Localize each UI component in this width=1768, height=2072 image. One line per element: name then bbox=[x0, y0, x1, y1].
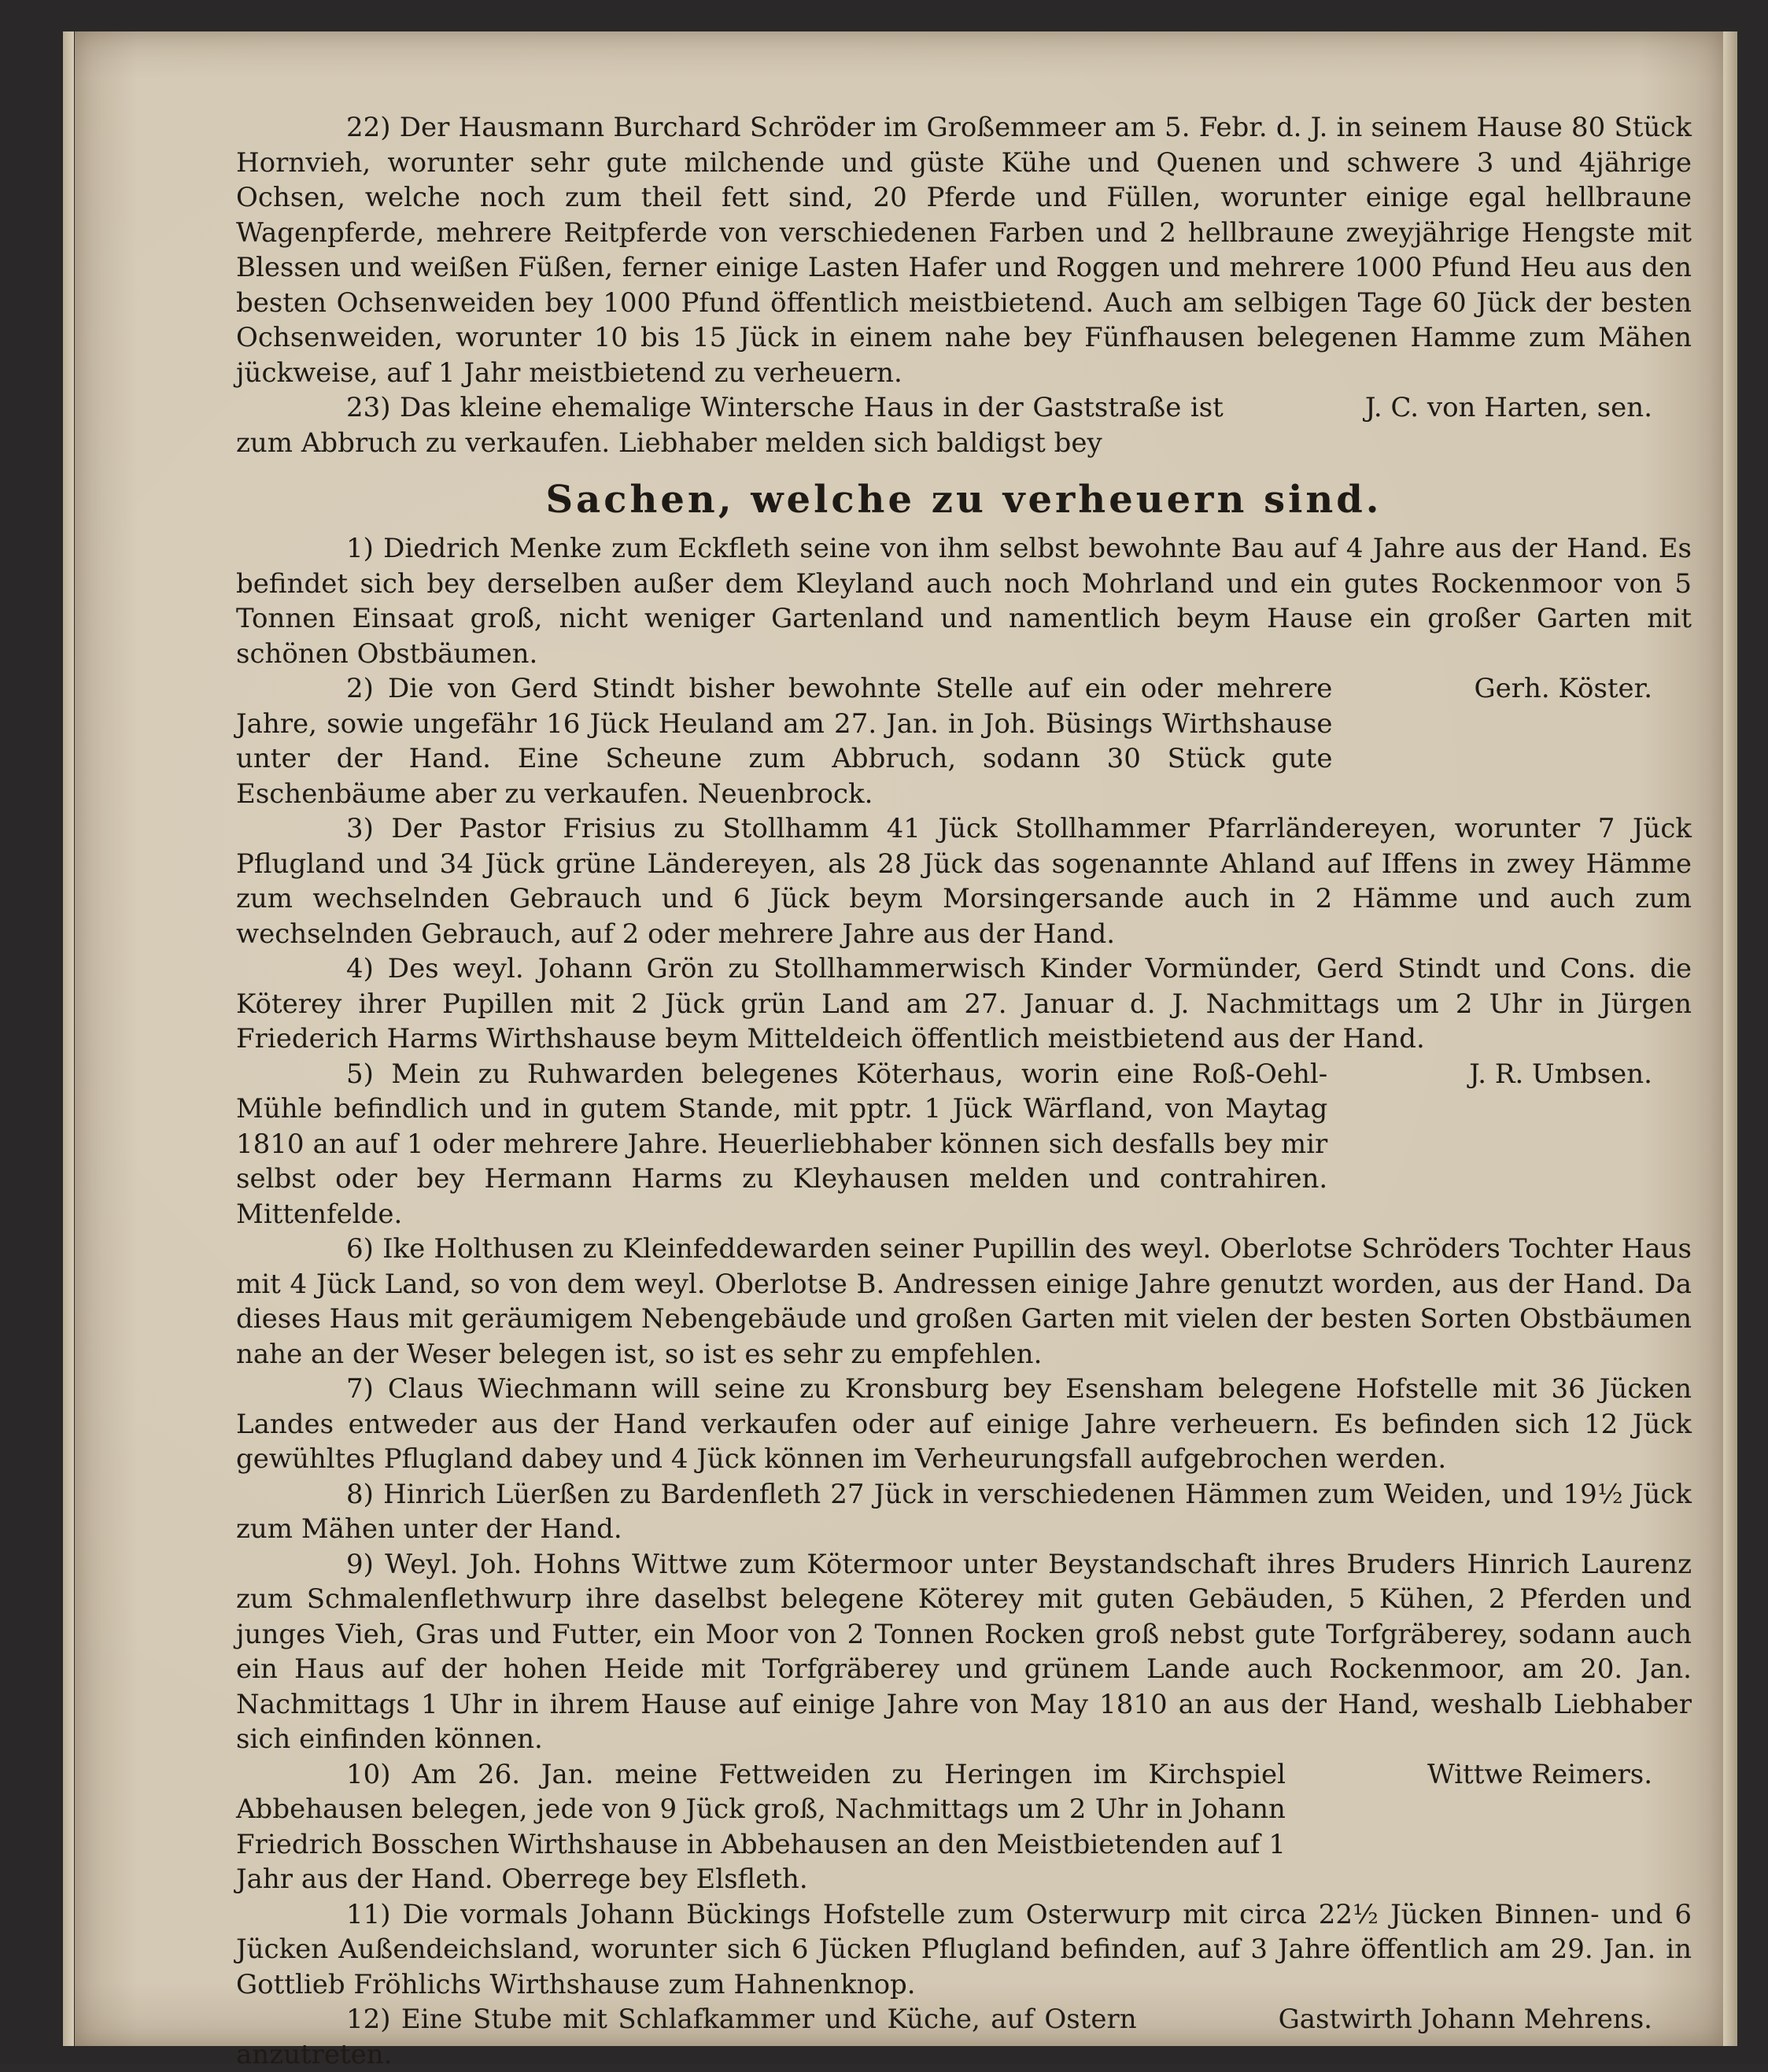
entry-22: 22) Der Hausmann Burchard Schröder im Großemmeer am 5. Febr. d. J. in seinem Hause 80 Stück Hornvieh, worunter sehr gute milchende und güste Kühe und Quenen und schwere 3 und 4jährige Ochsen, welche noch zum theil fett sind, 20 Pferde und Füllen, worunter einige egal hellbraune Wagenpferde, mehrere Reitpferde von verschiedenen Farben und 2 hellbraune zweyjährige Hengste mit Blessen und weißen Füßen, ferner einige Lasten Hafer und Roggen und mehrere 1000 Pfund Heu aus den besten Ochsenweiden bey 1000 Pfund öffentlich meistbietend. Auch am selbigen Tage 60 Jück der besten Ochsenweiden, worunter 10 bis 15 Jück in einem nahe bey Fünfhausen belegenen Hamme zum Mähen jückweise, auf 1 Jahr meistbietend zu verheuern. bbox=[236, 112, 1692, 389]
entry-10-signature: Wittwe Reimers. bbox=[1427, 1758, 1652, 1790]
entry-6: 6) Ike Holthusen zu Kleinfeddewarden seiner Pupillin des weyl. Oberlotse Schröders Tochter Haus mit 4 Jück Land, so von dem weyl. Oberlotse B. Andressen einige Jahre genutzt worden, aus der Hand. Da dieses Haus mit geräumigem Nebengebäude und großen Garten mit vielen der besten Sorten Obstbäumen nahe an der Weser belegen ist, so ist es sehr zu empfehlen. bbox=[236, 1233, 1692, 1370]
entry-12-signature: Gastwirth Johann Mehrens. bbox=[1278, 2004, 1652, 2035]
entry-2-signature: Gerh. Köster. bbox=[1474, 673, 1652, 704]
page-edge-left bbox=[63, 31, 74, 2046]
entry-8: 8) Hinrich Lüerßen zu Bardenfleth 27 Jück in verschiedenen Hämmen zum Weiden, und 19½ Jück zum Mähen unter der Hand. bbox=[236, 1478, 1692, 1545]
entry-10 bbox=[236, 1757, 1692, 1897]
entry-23-text: 23) Das kleine ehemalige Wintersche Haus in der Gaststraße ist zum Abbruch zu verkaufen. Liebhaber melden sich baldigst bey bbox=[236, 392, 1224, 459]
section-heading: Sachen, welche zu verheuern sind. bbox=[545, 478, 1382, 522]
entry-5 bbox=[236, 1057, 1692, 1232]
entry-2 bbox=[236, 671, 1692, 811]
entry-4: 4) Des weyl. Johann Grön zu Stollhammerwisch Kinder Vormünder, Gerd Stindt und Cons. die Köterey ihrer Pupillen mit 2 Jück grün Land am 27. Januar d. J. Nachmittags um 2 Uhr in Jürgen Friederich Harms Wirthshause beym Mitteldeich öffentlich meistbietend aus der Hand. bbox=[236, 953, 1692, 1054]
entry-5-text: 5) Mein zu Ruhwarden belegenes Köterhaus, worin eine Roß-Oehl-Mühle befindlich und in gutem Stande, mit pptr. 1 Jück Wärfland, von Maytag 1810 an auf 1 oder mehrere Jahre. Heuerliebhaber können sich desfalls bey mir selbst oder bey Hermann Harms zu Kleyhausen melden und contrahiren. Mittenfelde. bbox=[236, 1058, 1328, 1230]
entry-10-text: 10) Am 26. Jan. meine Fettweiden zu Heringen im Kirchspiel Abbehausen belegen, jede von 9 Jück groß, Nachmittags um 2 Uhr in Johann Friedrich Bosschen Wirthshause in Abbehausen an den Meistbietenden auf 1 Jahr aus der Hand. Oberrege bey Elsfleth. bbox=[236, 1758, 1286, 1895]
page-edge-right bbox=[1723, 31, 1737, 2046]
entry-11: 11) Die vormals Johann Bückings Hofstelle zum Osterwurp mit circa 22½ Jücken Binnen- und 6 Jücken Außendeichsland, worunter sich 6 Jücken Pflugland befinden, auf 3 Jahre öffentlich am 29. Jan. in Gottlieb Fröhlichs Wirthshause zum Hahnenknop. bbox=[236, 1898, 1692, 2000]
entry-23-signature: J. C. von Harten, sen. bbox=[1364, 392, 1652, 423]
entry-12 bbox=[236, 2002, 1692, 2072]
entry-23 bbox=[236, 390, 1692, 460]
entry-1: 1) Diedrich Menke zum Eckfleth seine von ihm selbst bewohnte Bau auf 4 Jahre aus der Hand. Es befindet sich bey derselben außer dem Kleyland auch noch Mohrland und ein gutes Rockenmoor von 5 Tonnen Einsaat groß, nicht weniger Gartenland und namentlich beym Hause ein großer Garten mit schönen Obstbäumen. bbox=[236, 533, 1692, 670]
entry-7: 7) Claus Wiechmann will seine zu Kronsburg bey Esensham belegene Hofstelle mit 36 Jücken Landes entweder aus der Hand verkaufen oder auf einige Jahre verheuern. Es befinden sich 12 Jück gewühltes Pflugland dabey und 4 Jück können im Verheurungsfall aufgebrochen werden. bbox=[236, 1373, 1692, 1475]
page-content bbox=[236, 110, 1692, 2072]
entry-2-text: 2) Die von Gerd Stindt bisher bewohnte Stelle auf ein oder mehrere Jahre, sowie ungefähr 16 Jück Heuland am 27. Jan. in Joh. Büsings Wirthshause unter der Hand. Eine Scheune zum Abbruch, sodann 30 Stück gute Eschenbäume aber zu verkaufen. Neuenbrock. bbox=[236, 673, 1333, 810]
entry-5-signature: J. R. Umbsen. bbox=[1469, 1058, 1652, 1090]
entry-9: 9) Weyl. Joh. Hohns Wittwe zum Kötermoor unter Beystandschaft ihres Bruders Hinrich Laurenz zum Schmalenflethwurp ihre daselbst belegene Köterey mit guten Gebäuden, 5 Kühen, 2 Pferden und junges Vieh, Gras und Futter, ein Moor von 2 Tonnen Rocken groß nebst gute Torfgräberey, sodann auch ein Haus auf der hohen Heide mit Torfgräberey und grünem Lande auch Rockenmoor, am 20. Jan. Nachmittags 1 Uhr in ihrem Hause auf einige Jahre von May 1810 an aus der Hand, weshalb Liebhaber sich einfinden können. bbox=[236, 1548, 1692, 1755]
entry-3: 3) Der Pastor Frisius zu Stollhamm 41 Jück Stollhammer Pfarrländereyen, worunter 7 Jück Pflugland und 34 Jück grüne Ländereyen, als 28 Jück das sogenannte Ahland auf Iffens in zwey Hämme zum wechselnden Gebrauch und 6 Jück beym Morsingersande auch in 2 Hämme und auch zum wechselnden Gebrauch, auf 2 oder mehrere Jahre aus der Hand. bbox=[236, 813, 1692, 950]
entry-12-text: 12) Eine Stube mit Schlafkammer und Küche, auf Ostern anzutreten. bbox=[236, 2004, 1137, 2070]
